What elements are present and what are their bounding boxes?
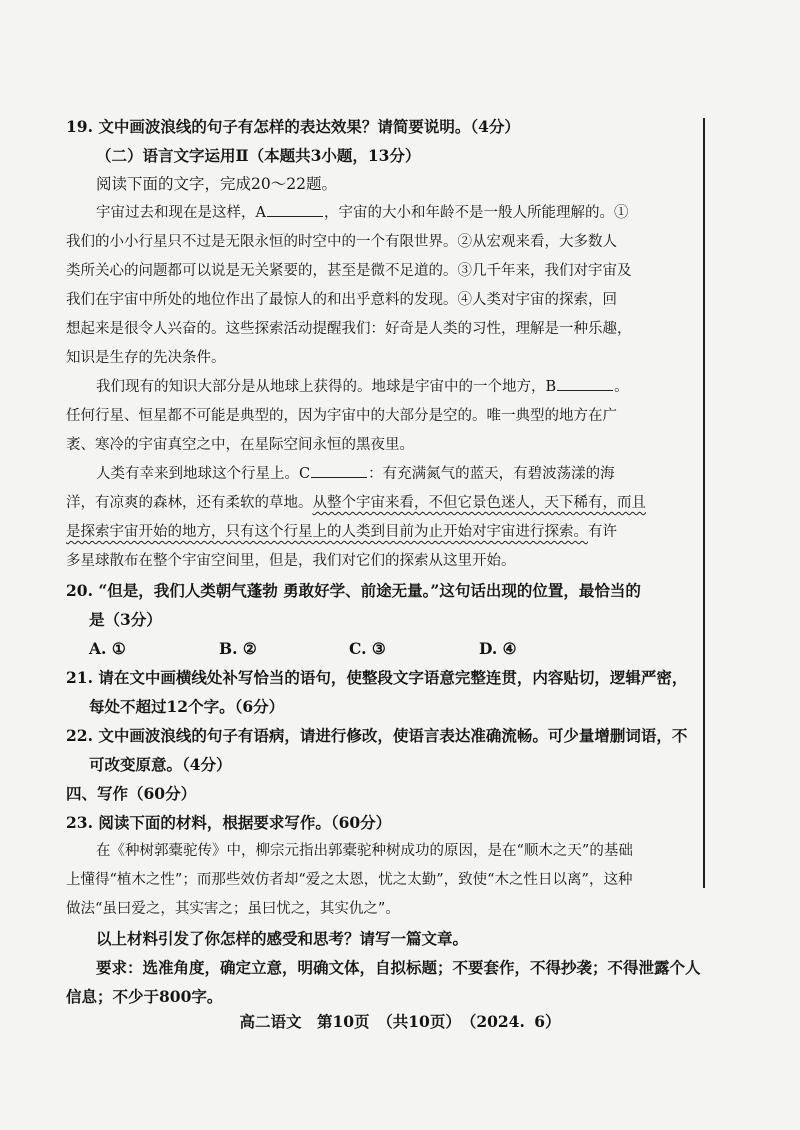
passage-line [66, 199, 691, 228]
writing-requirements: 要求：选准角度，确定立意，明确文体，自拟标题；不要套作，不得抄袭；不得泄露个人 [96, 958, 701, 977]
passage-text: 我们现有的知识大部分是从地球上获得的。地球是宇宙中的一个地方，B [96, 379, 557, 395]
passage-line: 想起来是很令人兴奋的。这些探索活动提醒我们：好奇是人类的习性，理解是一种乐趣， [66, 321, 632, 337]
passage [66, 199, 691, 576]
passage-line: 我们在宇宙中所处的地位作出了最惊人的和出乎意料的发现。④人类对宇宙的探索，回 [66, 292, 617, 308]
question-20: 20. “但是，我们人类朝气蓬勃 勇敢好学、前途无量。”这句话出现的位置，最恰当的 [66, 581, 641, 600]
page-footer: 高二语文 第10页 （共10页） （2024. 6） [239, 1012, 561, 1031]
question-19: 19. 文中画波浪线的句子有怎样的表达效果？请简要说明。（4分） [66, 117, 520, 136]
passage-line: 知识是生存的先决条件。 [66, 350, 226, 366]
passage-line [66, 489, 691, 518]
writing-prompt: 以上材料引发了你怎样的感受和思考？请写一篇文章。 [96, 929, 469, 948]
passage-line [66, 518, 691, 547]
question-20-cont: 是（3分） [89, 610, 162, 629]
passage-line [66, 373, 691, 402]
passage-text: 。 [614, 379, 629, 395]
exam-content [66, 112, 701, 1011]
section-4-heading: 四、写作（60分） [66, 784, 197, 803]
wavy-underlined-sentence: 从整个宇宙来看，不但它景色迷人，天下稀有，而且 [312, 495, 646, 511]
question-23: 23. 阅读下面的材料，根据要求写作。（60分） [66, 813, 392, 832]
passage-line: 我们的小小行星只不过是无限永恒的时空中的一个有限世界。②从宏观来看，大多数人 [66, 234, 617, 250]
option-c: C. ③ [349, 639, 386, 658]
passage-text: 宇宙过去和现在是这样，A [96, 205, 266, 221]
material-line: 上懂得“植木之性”；而那些效仿者却“爱之太恩，忧之太勤”，致使“木之性日以离”，这种 [66, 872, 633, 888]
passage-text: ，宇宙的大小和年龄不是一般人所能理解的。① [323, 205, 629, 221]
writing-requirements-cont: 信息；不少于800字。 [66, 987, 223, 1006]
passage-text: 洋，有凉爽的森林，还有柔软的草地。 [66, 495, 313, 511]
question-21: 21. 请在文中画横线处补写恰当的语句，使整段文字语意完整连贯，内容贴切，逻辑严密， [66, 668, 688, 687]
material-line: 在《种树郭橐驼传》中，柳宗元指出郭橐驼种树成功的原因，是在“顺木之天”的基础 [96, 843, 633, 859]
question-22-cont: 可改变原意。（4分） [89, 755, 232, 774]
passage-line: 任何行星、恒星都不可能是典型的，因为宇宙中的大部分是空的。唯一典型的地方在广 [66, 408, 617, 424]
passage-line: 袤、寒冷的宇宙真空之中，在星际空间永恒的黑夜里。 [66, 437, 414, 453]
binding-margin-line [703, 118, 705, 888]
wavy-underlined-sentence: 是探索宇宙开始的地方，只有这个行星上的人类到目前为止开始对宇宙进行探索。 [66, 524, 588, 540]
question-22: 22. 文中画波浪线的句子有语病，请进行修改，使语言表达准确流畅。可少量增删词语，不 [66, 726, 688, 745]
passage-line: 多星球散布在整个宇宙空间里，但是，我们对它们的探索从这里开始。 [66, 553, 516, 569]
option-d: D. ④ [479, 639, 517, 658]
blank-a [267, 201, 323, 217]
question-21-cont: 每处不超过12个字。（6分） [89, 697, 285, 716]
material-line: 做法“虽曰爱之，其实害之；虽曰忧之，其实仇之”。 [66, 901, 400, 917]
blank-b [557, 375, 613, 391]
passage-text: 人类有幸来到地球这个行星上。C [96, 466, 311, 482]
option-a: A. ① [89, 639, 126, 658]
question-20-options [66, 634, 691, 663]
passage-text: ：有充满氮气的蓝天，有碧波荡漾的海 [368, 466, 615, 482]
option-b: B. ② [219, 639, 257, 658]
passage-line: 类所关心的问题都可以说是无关紧要的，甚至是微不足道的。③几千年来，我们对宇宙及 [66, 263, 632, 279]
blank-c [311, 462, 367, 478]
reading-instruction: 阅读下面的文字，完成20～22题。 [96, 175, 337, 193]
passage-text: 有许 [588, 524, 617, 540]
section-2-heading: （二）语言文字运用Ⅱ（本题共3小题，13分） [96, 146, 421, 165]
passage-line [66, 460, 691, 489]
